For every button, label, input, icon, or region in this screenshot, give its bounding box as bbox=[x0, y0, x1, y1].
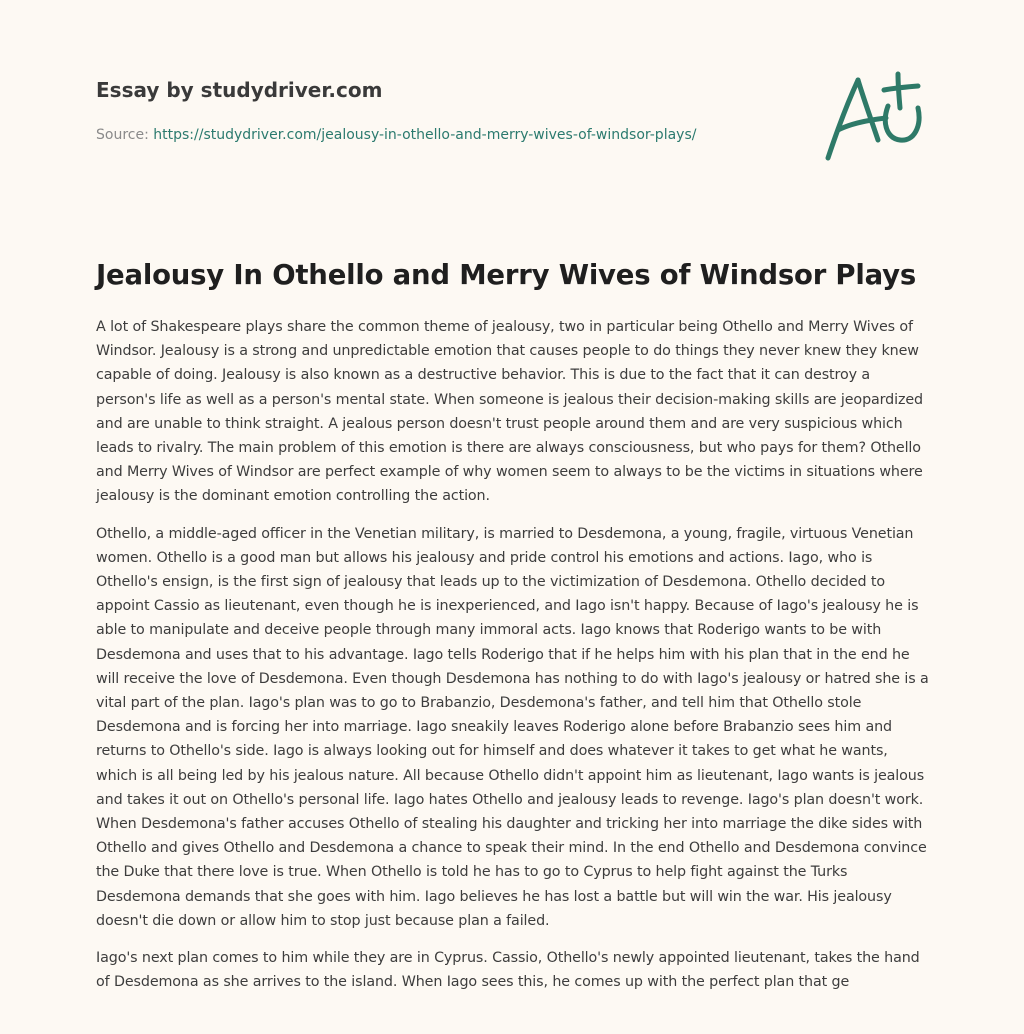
paragraph-1: A lot of Shakespeare plays share the common theme of jealousy, two in particular being Othello and Merry Wives of Windsor. Jealousy is a strong and unpredictable emotion that causes people to do things they never knew they knew capable of doing. Jealousy is also known as a destructive behavior. This is due to the fact that it can destroy a person's life as well as a person's mental state. When someone is jealous their decision-making skills are jeopardized and are unable to think straight. A jealous person doesn't trust people around them and are very suspicious which leads to rivalry. The main problem of this emotion is there are always consciousness, but who pays for them? Othello and Merry Wives of Windsor are perfect example of why women seem to always to be the victims in situations where jealousy is the dominant emotion controlling the action. bbox=[96, 319, 923, 505]
paragraph-2: Othello, a middle-aged officer in the Venetian military, is married to Desdemona, a young, fragile, virtuous Venetian women. Othello is a good man but allows his jealousy and pride control his emotions and actions. Iago, who is Othello's ensign, is the first sign of jealousy that leads up to the victimization of Desdemona. Othello decided to appoint Cassio as lieutenant, even though he is inexperienced, and Iago isn't happy. Because of Iago's jealousy he is able to manipulate and deceive people through many immoral acts. Iago knows that Roderigo wants to be with Desdemona and uses that to his advantage. Iago tells Roderigo that if he helps him with his plan that in the end he will receive the love of Desdemona. Even though Desdemona has nothing to do with Iago's jealousy or hatred she is a vital part of the plan. Iago's plan was to go to Brabanzio, Desdemona's father, and tell him that Othello stole Desdemona and is forcing her into marriage. Iago sneakily leaves Roderigo alone before Brabanzio sees him and returns to Othello's side. Iago is always looking out for himself and does whatever it takes to get what he wants, which is all being led by his jealous nature. All because Othello didn't appoint him as lieutenant, Iago wants is jealous and takes it out on Othello's personal life. Iago hates Othello and jealousy leads to revenge. Iago's plan doesn't work. When Desdemona's father accuses Othello of stealing his daughter and tricking her into marriage the dike sides with Othello and gives Othello and Desdemona a chance to speak their mind. In the end Othello and Desdemona convince the Duke that there love is true. When Othello is told he has to go to Cyprus to help fight against the Turks Desdemona demands that she goes with him. Iago believes he has lost a battle but will win the war. His jealousy doesn't die down or allow him to stop just because plan a failed. bbox=[96, 525, 929, 929]
source-link[interactable]: https://studydriver.com/jealousy-in-othello-and-merry-wives-of-windsor-plays/ bbox=[153, 127, 697, 143]
essay-by-heading: Essay by studydriver.com bbox=[96, 78, 383, 102]
essay-body bbox=[96, 315, 930, 1007]
a-plus-logo-icon bbox=[820, 66, 930, 166]
essay-title: Jealousy In Othello and Merry Wives of Windsor Plays bbox=[96, 259, 917, 291]
essay-header bbox=[96, 76, 796, 145]
source-line bbox=[96, 125, 796, 145]
paragraph-3: Iago's next plan comes to him while they are in Cyprus. Cassio, Othello's newly appointed lieutenant, takes the hand of Desdemona as she arrives to the island. When Iago sees this, he comes up with the perfect plan that ge bbox=[96, 950, 920, 991]
source-label: Source: bbox=[96, 127, 149, 143]
